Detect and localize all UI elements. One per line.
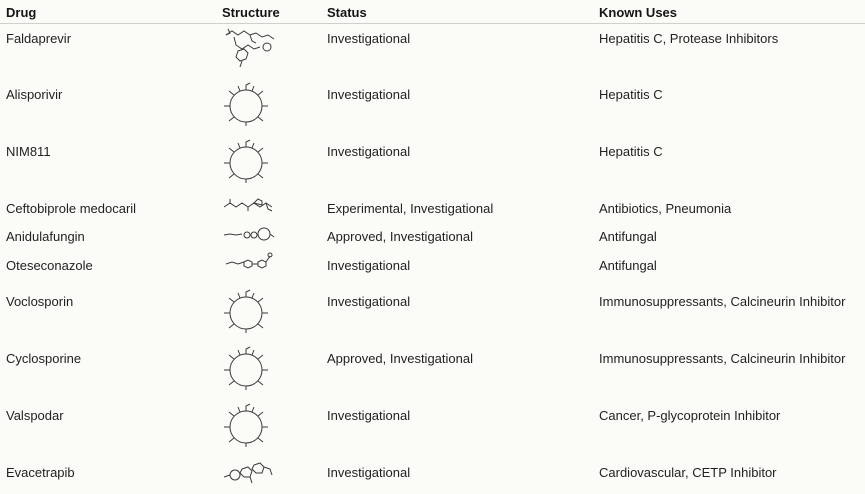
macrocycle-molecule-icon [220, 81, 272, 127]
known-uses-text: Cancer, P-glycoprotein Inhibitor [599, 408, 781, 423]
known-uses-text: Hepatitis C [599, 144, 663, 159]
status-text: Approved, Investigational [327, 229, 473, 244]
drug-name: Valspodar [6, 408, 64, 423]
header-status: Status [327, 5, 367, 20]
macrocycle-molecule-icon [220, 288, 272, 334]
ring-chain-molecule-icon [220, 459, 276, 487]
header-known-uses: Known Uses [599, 5, 678, 20]
status-text: Investigational [327, 31, 411, 46]
known-uses-text: Antifungal [599, 229, 657, 244]
macrocycle-molecule-icon [220, 345, 272, 391]
status-text: Investigational [327, 294, 411, 309]
drug-name: Evacetrapib [6, 465, 75, 480]
header-structure: Structure [222, 5, 280, 20]
header-drug: Drug [6, 5, 37, 20]
drug-name: Alisporivir [6, 87, 63, 102]
macrocycle-molecule-icon [220, 138, 272, 184]
branched-molecule-icon [220, 25, 280, 69]
status-text: Investigational [327, 465, 411, 480]
known-uses-text: Hepatitis C [599, 87, 663, 102]
drug-name: Ceftobiprole medocaril [6, 201, 137, 216]
known-uses-text: Cardiovascular, CETP Inhibitor [599, 465, 777, 480]
status-text: Approved, Investigational [327, 351, 473, 366]
known-uses-text: Immunosuppressants, Calcineurin Inhibitor [599, 351, 846, 366]
status-text: Investigational [327, 87, 411, 102]
status-text: Investigational [327, 144, 411, 159]
macrocycle-molecule-icon [220, 402, 272, 448]
status-text: Investigational [327, 258, 411, 273]
drug-name: NIM811 [6, 144, 51, 159]
chain-molecule-icon [220, 252, 276, 274]
drug-name: Cyclosporine [6, 351, 82, 366]
status-text: Investigational [327, 408, 411, 423]
chain-molecule-icon [220, 223, 276, 245]
drug-name: Anidulafungin [6, 229, 85, 244]
status-text: Experimental, Investigational [327, 201, 494, 216]
known-uses-text: Antibiotics, Pneumonia [599, 201, 732, 216]
table-header [0, 0, 865, 24]
known-uses-text: Immunosuppressants, Calcineurin Inhibitor [599, 294, 846, 309]
known-uses-text: Antifungal [599, 258, 657, 273]
known-uses-text: Hepatitis C, Protease Inhibitors [599, 31, 779, 46]
drug-name: Voclosporin [6, 294, 74, 309]
drug-name: Oteseconazole [6, 258, 93, 273]
drug-name: Faldaprevir [6, 31, 72, 46]
chain-molecule-icon [220, 195, 276, 217]
